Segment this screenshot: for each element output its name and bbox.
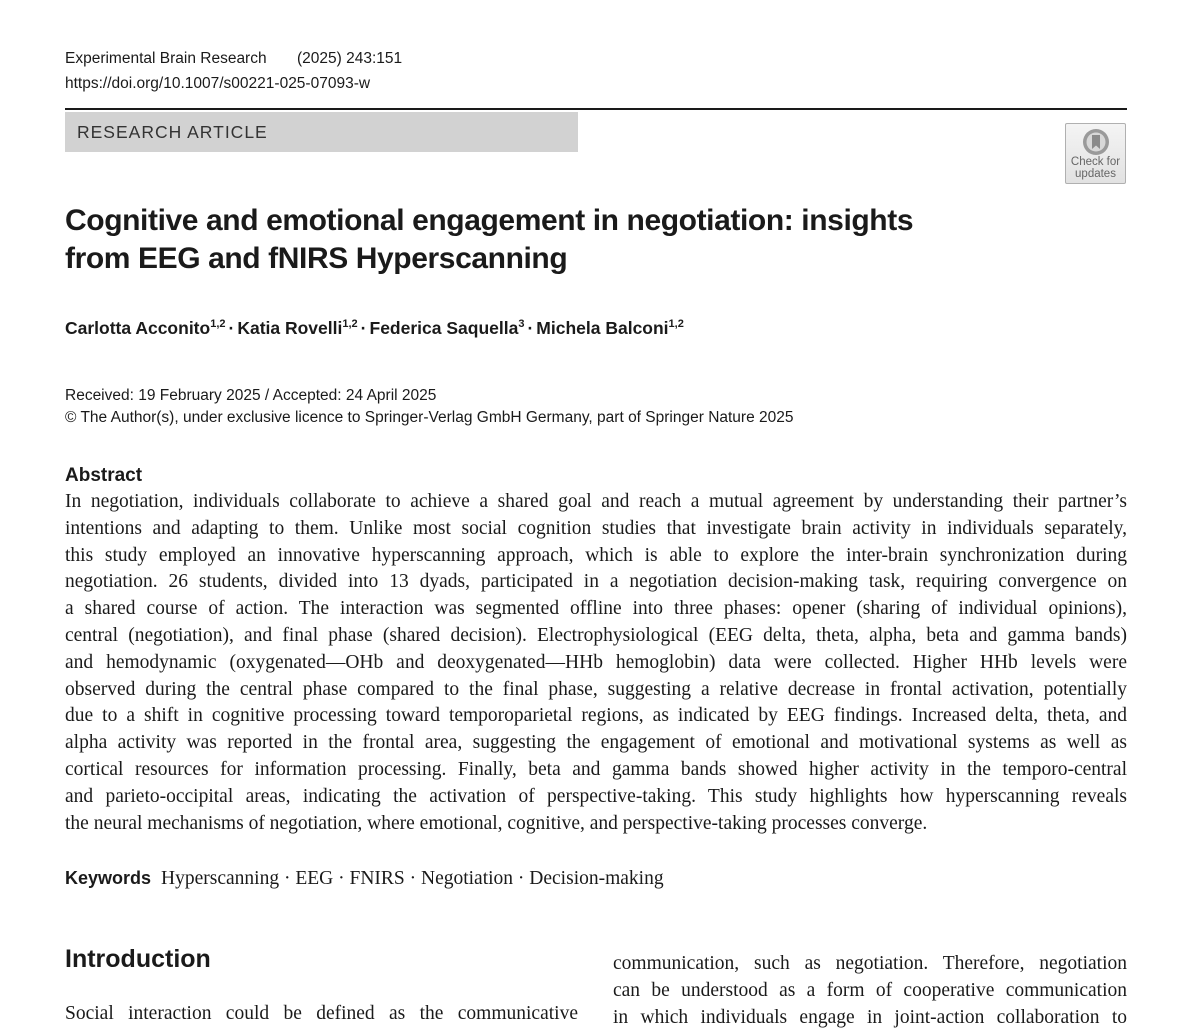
copyright-notice: © The Author(s), under exclusive licence to Springer-Verlag GmbH Germany, part of Springer Nature 2025 bbox=[65, 409, 794, 426]
author-name[interactable]: Michela Balconi bbox=[536, 318, 669, 338]
abstract-line: alpha activity was reported in the frontal area, suggesting the engagement of emotional and motivational systems as well as bbox=[65, 732, 1127, 754]
author-separator: · bbox=[527, 318, 534, 338]
bookmark-icon bbox=[1082, 128, 1110, 156]
author-name[interactable]: Federica Saquella bbox=[369, 318, 519, 338]
abstract-line: In negotiation, individuals collaborate to achieve a shared goal and reach a mutual agreement by understanding their partner’s bbox=[65, 491, 1127, 512]
author-affiliation: 1,2 bbox=[210, 318, 226, 330]
journal-name: Experimental Brain Research bbox=[65, 50, 267, 67]
title-line: Cognitive and emotional engagement in negotiation: insights bbox=[65, 204, 914, 237]
article-type-banner: RESEARCH ARTICLE bbox=[65, 112, 578, 152]
keywords-list: Hyperscanning · EEG · FNIRS · Negotiation · Decision-making bbox=[161, 868, 664, 889]
abstract-line: and hemodynamic (oxygenated—OHb and deoxygenated—HHb hemoglobin) data were collected. Higher HHb levels were bbox=[65, 651, 1127, 673]
intro-left-column bbox=[65, 1000, 578, 1027]
body-line: communication, such as negotiation. Therefore, negotiation bbox=[613, 953, 1127, 974]
abstract-line: central (negotiation), and final phase (shared decision). Electrophysiological (EEG delta, theta, alpha, beta and gamma bands) bbox=[65, 624, 1127, 646]
abstract-line: the neural mechanisms of negotiation, where emotional, cognitive, and perspective-taking processes converge. bbox=[65, 812, 928, 834]
author-separator: · bbox=[228, 318, 235, 338]
keywords-row bbox=[65, 868, 664, 890]
received-accepted: Received: 19 February 2025 / Accepted: 24 April 2025 bbox=[65, 387, 437, 404]
abstract-line: negotiation. 26 students, divided into 13 dyads, participated in a negotiation decision-making task, requiring convergence on bbox=[65, 571, 1127, 593]
abstract-line: intentions and adapting to them. Unlike most social cognition studies that investigate brain activity in individuals separately, bbox=[65, 517, 1127, 539]
keywords-label: Keywords bbox=[65, 868, 152, 888]
body-line: can be understood as a form of cooperative communication bbox=[613, 980, 1127, 1001]
abstract-line: a shared course of action. The interaction was segmented offline into three phases: opener (sharing of individual opinions), bbox=[65, 598, 1127, 620]
check-for-updates-button[interactable] bbox=[1065, 123, 1126, 184]
body-line: in which individuals engage in joint-action collaboration to bbox=[613, 1007, 1127, 1028]
abstract-line: observed during the central phase compared to the final phase, suggesting a relative decrease in frontal activation, potentially bbox=[65, 678, 1127, 700]
author-separator: · bbox=[360, 318, 367, 338]
article-title bbox=[65, 202, 965, 278]
author-name[interactable]: Katia Rovelli bbox=[237, 318, 343, 338]
abstract-line: cortical resources for information processing. Finally, beta and gamma bands showed higher activity in the temporo-central bbox=[65, 758, 1127, 780]
journal-citation: (2025) 243:151 bbox=[297, 50, 403, 67]
title-line: from EEG and fNIRS Hyperscanning bbox=[65, 242, 568, 275]
publication-dates bbox=[65, 385, 794, 429]
author-affiliation: 1,2 bbox=[668, 318, 684, 330]
check-updates-line2: updates bbox=[1075, 168, 1116, 180]
author-affiliation: 1,2 bbox=[342, 318, 358, 330]
abstract-line: and parieto-occipital areas, indicating the activation of perspective-taking. This study highlights how hyperscanning reveals bbox=[65, 785, 1127, 807]
abstract-line: this study employed an innovative hyperscanning approach, which is able to explore the inter-brain synchronization during bbox=[65, 544, 1127, 566]
body-line: Social interaction could be defined as the communicative bbox=[65, 1003, 578, 1024]
doi-link[interactable]: https://doi.org/10.1007/s00221-025-07093-w bbox=[65, 75, 371, 92]
introduction-heading: Introduction bbox=[65, 945, 211, 973]
check-updates-line1: Check for bbox=[1070, 156, 1121, 168]
abstract-line: due to a shift in cognitive processing toward temporoparietal regions, as indicated by EEG findings. Increased delta, theta, and bbox=[65, 705, 1127, 727]
author-list bbox=[65, 318, 684, 339]
abstract-heading: Abstract bbox=[65, 465, 143, 486]
author-affiliation: 3 bbox=[518, 318, 525, 330]
header-rule bbox=[65, 108, 1127, 110]
abstract-body bbox=[65, 489, 1127, 837]
author-name[interactable]: Carlotta Acconito bbox=[65, 318, 211, 338]
